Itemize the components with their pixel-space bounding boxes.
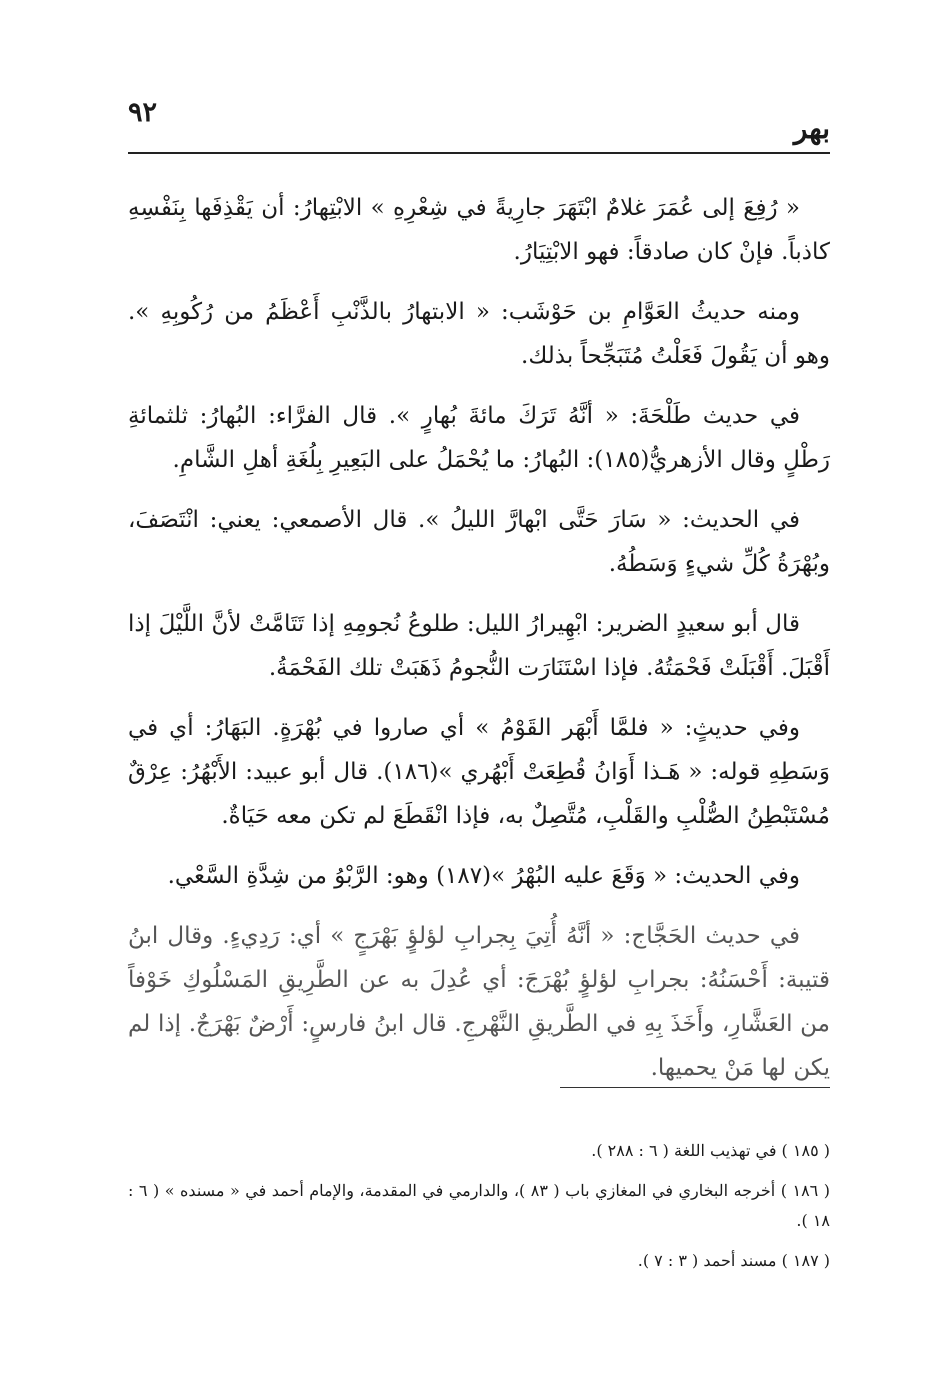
paragraph: وفي حديثٍ: « فلمَّا أَبْهَر القَوْمُ » أي صاروا في بُهْرَةٍ. البَهَارُ: أي في وَسَطِهِ قوله: « هَـذا أَوَانُ قُطِعَتْ أَبْهُري »(١٨٦). قال أبو عبيد: الأَبْهُرُ: عِرْقٌ مُسْتَبْطِنُ الصُّلْبِ والقَلْبِ، مُتَّصِلٌ به، فإذا انْقَطَعَ لم تكن معه حَيَاةٌ. <box>128 715 830 829</box>
footnote: ( ١٨٧ ) مسند أحمد ( ٣ : ٧ ). <box>637 1251 830 1270</box>
footnote-separator <box>560 1087 830 1088</box>
page-number: ٩٢ <box>128 97 158 128</box>
paragraph: في حديث الحَجَّاج: « أنَّهُ أُتِيَ بِجرابِ لؤلؤٍ بَهْرَجٍ » أي: رَدِيءٍ. وقال ابنُ قتيبة: أَحْسَنُهُ: بجرابِ لؤلؤٍ بُهْرَجَ: أي عُدِلَ به عن الطَّرِيقِ المَسْلُوكِ خَوْفاً من العَشَّارِ، وأَخَذَ بِهِ في الطَّريقِ النَّهْرجِ. قال ابنُ فارسٍ: أَرْضٌ بَهْرَجٌ. إذا لم يكن لها مَنْ يحميها. <box>128 923 830 1081</box>
paragraph: في حديث طَلْحَةَ: « أنَّهُ تَرَكَ مائةَ بُهارٍ ». قال الفرَّاء: البُهارُ: ثلثمائةِ رَطْلٍ وقال الأزهريُّ(١٨٥): البُهارُ: ما يُحْمَلُ على البَعِيرِ بِلُغَةِ أهلِ الشَّامِ. <box>128 403 830 473</box>
footnotes <box>128 1136 830 1286</box>
footnote: ( ١٨٥ ) في تهذيب اللغة ( ٦ : ٢٨٨ ). <box>591 1141 830 1160</box>
paragraph: ومنه حديثُ العَوَّامِ بن حَوْشَب: « الابتهارُ بالذَّنْبِ أَعْظَمُ من رُكُوبِهِ ». وهو أن يَقُولَ فَعَلْتُ مُتَبَجِّحاً بذلك. <box>128 299 830 369</box>
paragraph: قال أبو سعيدٍ الضرير: ابْهِيرارُ الليل: طلوعُ نُجومِهِ إذا تَتَامَّتْ لأنَّ اللَّيْلَ إذا أَقْبَلَ. أَقْبَلَتْ فَحْمَتُهُ. فإذا اسْتَنَارَت النُّجومُ ذَهَبَتْ تلك الفَحْمَةُ. <box>128 611 830 681</box>
page-header <box>128 96 830 146</box>
body-text <box>128 186 830 1106</box>
paragraph: في الحديث: « سَارَ حَتَّى ابْهارَّ الليلُ ». قال الأصمعي: يعني: انْتَصَفَ، وبُهْرَةُ كُلِّ شيءٍ وَسَطُهُ. <box>128 507 830 577</box>
root-word-heading: بهر <box>793 112 830 145</box>
paragraph: « رُفِعَ إلى عُمَرَ غلامٌ ابْتَهَرَ جارِيةً في شِعْرِهِ » الابْتِهارُ: أن يَقْذِفَها بِنَفْسِهِ كاذباً. فإنْ كان صادقاً: فهو الابْتِيَارُ. <box>128 195 830 265</box>
header-rule <box>128 152 830 154</box>
paragraph: وفي الحديث: « وَقَعَ عليه البُهْرُ »(١٨٧) وهو: الرَّبْوُ من شِدَّةِ السَّعْي. <box>167 863 800 889</box>
footnote: ( ١٨٦ ) أخرجه البخاري في المغازي باب ( ٨٣ )، والدارمي في المقدمة، والإمام أحمد في « مسنده » ( ٦ : ١٨ ). <box>128 1181 830 1230</box>
